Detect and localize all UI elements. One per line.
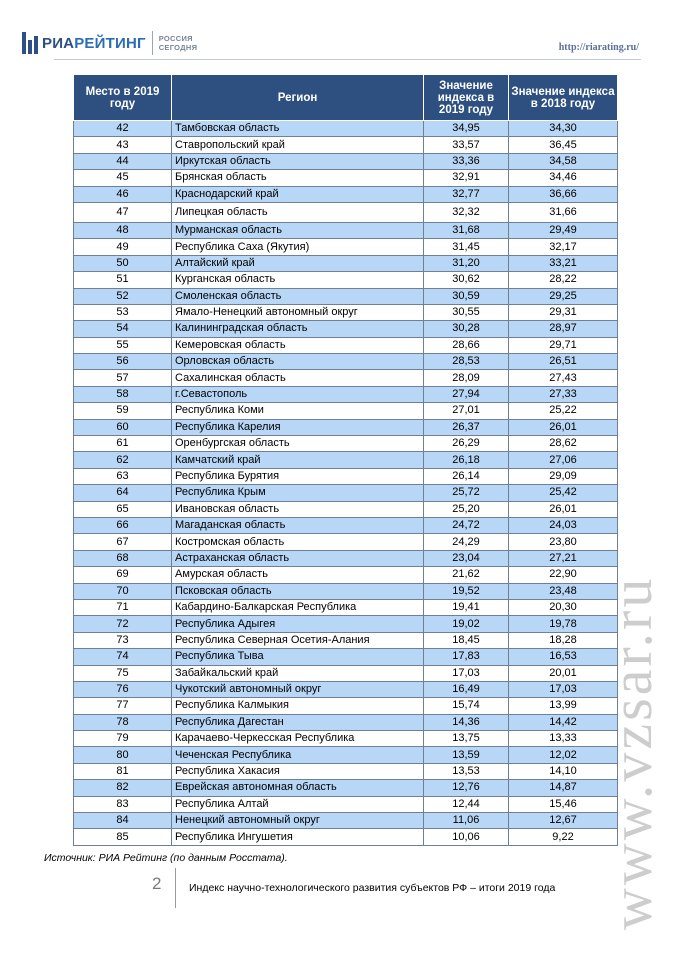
index-2018-cell: 14,10 (509, 763, 618, 779)
index-2019-cell: 26,29 (424, 436, 509, 452)
index-2019-cell: 27,01 (424, 403, 509, 419)
page-number: 2 (152, 874, 162, 893)
region-cell: Сахалинская область (172, 370, 424, 386)
index-2019-cell: 18,45 (424, 632, 509, 648)
rank-cell: 83 (74, 796, 172, 812)
rank-cell: 63 (74, 468, 172, 484)
region-cell: Липецкая область (172, 202, 424, 222)
rank-cell: 60 (74, 419, 172, 435)
table-row (74, 419, 618, 435)
rank-cell: 85 (74, 829, 172, 845)
ratings-table (73, 74, 618, 846)
rank-cell: 82 (74, 780, 172, 796)
index-2019-cell: 14,36 (424, 714, 509, 730)
region-cell: Республика Ингушетия (172, 829, 424, 845)
table-row (74, 698, 618, 714)
region-cell: Орловская область (172, 354, 424, 370)
index-2018-cell: 28,22 (509, 272, 618, 288)
rank-cell: 53 (74, 304, 172, 320)
table-row (74, 681, 618, 697)
table-row (74, 616, 618, 632)
region-cell: Чукотский автономный округ (172, 681, 424, 697)
table-row (74, 550, 618, 566)
index-2018-cell: 20,01 (509, 665, 618, 681)
rank-cell: 66 (74, 517, 172, 533)
region-cell: Мурманская область (172, 222, 424, 238)
index-2018-cell: 29,31 (509, 304, 618, 320)
watermark: www.vzsar.ru (599, 575, 664, 930)
index-2019-cell: 10,06 (424, 829, 509, 845)
table-row (74, 288, 618, 304)
index-2019-cell: 13,53 (424, 763, 509, 779)
index-2019-cell: 19,41 (424, 599, 509, 615)
table-row (74, 780, 618, 796)
index-2019-cell: 19,02 (424, 616, 509, 632)
region-cell: Республика Алтай (172, 796, 424, 812)
rank-cell: 77 (74, 698, 172, 714)
region-cell: Калининградская область (172, 321, 424, 337)
index-2019-cell: 19,52 (424, 583, 509, 599)
footer-title: Индекс научно-технологического развития субъектов РФ – итоги 2019 года (189, 882, 556, 894)
region-cell: Ямало-Ненецкий автономный округ (172, 304, 424, 320)
region-cell: Республика Северная Осетия-Алания (172, 632, 424, 648)
index-2019-cell: 24,72 (424, 517, 509, 533)
table-row (74, 813, 618, 829)
region-cell: Республика Карелия (172, 419, 424, 435)
table-row (74, 747, 618, 763)
table-row (74, 386, 618, 402)
index-2018-cell: 22,90 (509, 567, 618, 583)
rank-cell: 74 (74, 649, 172, 665)
table-row (74, 567, 618, 583)
column-header-rank: Место в 2019 году (74, 75, 172, 121)
region-cell: Республика Адыгея (172, 616, 424, 632)
rank-cell: 62 (74, 452, 172, 468)
rank-cell: 75 (74, 665, 172, 681)
index-2019-cell: 26,37 (424, 419, 509, 435)
rank-cell: 43 (74, 137, 172, 153)
table-row (74, 170, 618, 186)
region-cell: Краснодарский край (172, 186, 424, 202)
ria-rating-logo (22, 28, 197, 58)
index-2019-cell: 31,68 (424, 222, 509, 238)
table-row (74, 255, 618, 271)
rank-cell: 61 (74, 436, 172, 452)
index-2019-cell: 21,62 (424, 567, 509, 583)
index-2018-cell: 27,33 (509, 386, 618, 402)
column-header-index-2018: Значение индекса в 2018 году (509, 75, 618, 121)
rank-cell: 46 (74, 186, 172, 202)
table-row (74, 534, 618, 550)
index-2018-cell: 29,09 (509, 468, 618, 484)
rank-cell: 58 (74, 386, 172, 402)
index-2018-cell: 34,30 (509, 121, 618, 137)
region-cell: Забайкальский край (172, 665, 424, 681)
table-row (74, 731, 618, 747)
index-2018-cell: 34,58 (509, 153, 618, 169)
index-2018-cell: 28,62 (509, 436, 618, 452)
index-2018-cell: 29,25 (509, 288, 618, 304)
index-2018-cell: 28,97 (509, 321, 618, 337)
rank-cell: 45 (74, 170, 172, 186)
index-2018-cell: 36,66 (509, 186, 618, 202)
logo-wordmark (42, 35, 146, 52)
table-row (74, 337, 618, 353)
index-2018-cell: 27,06 (509, 452, 618, 468)
region-cell: Республика Бурятия (172, 468, 424, 484)
region-cell: Псковская область (172, 583, 424, 599)
rank-cell: 67 (74, 534, 172, 550)
logo-reiting: РЕЙТИНГ (74, 34, 146, 52)
rank-cell: 69 (74, 567, 172, 583)
table-row (74, 137, 618, 153)
index-2019-cell: 26,14 (424, 468, 509, 484)
table-row (74, 403, 618, 419)
logo-bars-icon (22, 32, 38, 54)
header-divider (54, 59, 641, 60)
region-cell: Республика Хакасия (172, 763, 424, 779)
index-2019-cell: 12,76 (424, 780, 509, 796)
index-2019-cell: 13,59 (424, 747, 509, 763)
region-cell: Смоленская область (172, 288, 424, 304)
table-row (74, 222, 618, 238)
table-body (74, 121, 618, 846)
index-2019-cell: 25,72 (424, 485, 509, 501)
logo-sub-line1: РОССИЯ (158, 34, 193, 43)
rank-cell: 72 (74, 616, 172, 632)
region-cell: Оренбургская область (172, 436, 424, 452)
region-cell: Камчатский край (172, 452, 424, 468)
table-row (74, 370, 618, 386)
region-cell: Республика Тыва (172, 649, 424, 665)
index-2018-cell: 32,17 (509, 239, 618, 255)
logo-subtitle (159, 34, 198, 52)
table-row (74, 202, 618, 222)
index-2019-cell: 27,94 (424, 386, 509, 402)
index-2018-cell: 12,02 (509, 747, 618, 763)
index-2018-cell: 12,67 (509, 813, 618, 829)
region-cell: Брянская область (172, 170, 424, 186)
index-2018-cell: 13,99 (509, 698, 618, 714)
region-cell: Тамбовская область (172, 121, 424, 137)
rank-cell: 71 (74, 599, 172, 615)
index-2019-cell: 17,03 (424, 665, 509, 681)
rank-cell: 81 (74, 763, 172, 779)
index-2018-cell: 15,46 (509, 796, 618, 812)
column-header-index-2019: Значение индекса в 2019 году (424, 75, 509, 121)
index-2019-cell: 28,66 (424, 337, 509, 353)
rank-cell: 44 (74, 153, 172, 169)
logo-separator (152, 31, 153, 55)
logo-sub-line2: СЕГОДНЯ (158, 43, 198, 52)
table-row (74, 485, 618, 501)
table-row (74, 186, 618, 202)
index-2018-cell: 27,43 (509, 370, 618, 386)
index-2019-cell: 32,77 (424, 186, 509, 202)
column-header-region: Регион (172, 75, 424, 121)
region-cell: Астраханская область (172, 550, 424, 566)
index-2018-cell: 14,42 (509, 714, 618, 730)
index-2019-cell: 25,20 (424, 501, 509, 517)
rank-cell: 47 (74, 202, 172, 222)
index-2019-cell: 33,57 (424, 137, 509, 153)
index-2018-cell: 27,21 (509, 550, 618, 566)
index-2019-cell: 17,83 (424, 649, 509, 665)
region-cell: Ненецкий автономный округ (172, 813, 424, 829)
index-2018-cell: 16,53 (509, 649, 618, 665)
index-2019-cell: 30,59 (424, 288, 509, 304)
index-2018-cell: 24,03 (509, 517, 618, 533)
rank-cell: 52 (74, 288, 172, 304)
rank-cell: 54 (74, 321, 172, 337)
rank-cell: 70 (74, 583, 172, 599)
index-2018-cell: 26,01 (509, 419, 618, 435)
index-2019-cell: 13,75 (424, 731, 509, 747)
index-2018-cell: 14,87 (509, 780, 618, 796)
region-cell: Магаданская область (172, 517, 424, 533)
index-2019-cell: 15,74 (424, 698, 509, 714)
region-cell: Амурская область (172, 567, 424, 583)
rank-cell: 57 (74, 370, 172, 386)
index-2019-cell: 16,49 (424, 681, 509, 697)
table-row (74, 501, 618, 517)
index-2019-cell: 31,45 (424, 239, 509, 255)
region-cell: Костромская область (172, 534, 424, 550)
table-row (74, 632, 618, 648)
index-2019-cell: 30,28 (424, 321, 509, 337)
index-2019-cell: 32,91 (424, 170, 509, 186)
table-row (74, 763, 618, 779)
region-cell: Республика Дагестан (172, 714, 424, 730)
table-row (74, 583, 618, 599)
rank-cell: 59 (74, 403, 172, 419)
region-cell: Республика Калмыкия (172, 698, 424, 714)
table-row (74, 321, 618, 337)
index-2018-cell: 17,03 (509, 681, 618, 697)
table-row (74, 665, 618, 681)
index-2019-cell: 34,95 (424, 121, 509, 137)
region-cell: Республика Саха (Якутия) (172, 239, 424, 255)
table-header-row (74, 75, 618, 121)
region-cell: Ставропольский край (172, 137, 424, 153)
index-2019-cell: 24,29 (424, 534, 509, 550)
index-2018-cell: 23,80 (509, 534, 618, 550)
rank-cell: 50 (74, 255, 172, 271)
table-row (74, 649, 618, 665)
index-2019-cell: 11,06 (424, 813, 509, 829)
index-2019-cell: 33,36 (424, 153, 509, 169)
rank-cell: 79 (74, 731, 172, 747)
index-2018-cell: 29,49 (509, 222, 618, 238)
index-2018-cell: 33,21 (509, 255, 618, 271)
region-cell: Чеченская Республика (172, 747, 424, 763)
index-2018-cell: 25,42 (509, 485, 618, 501)
region-cell: Алтайский край (172, 255, 424, 271)
table-row (74, 796, 618, 812)
region-cell: Республика Коми (172, 403, 424, 419)
rank-cell: 55 (74, 337, 172, 353)
index-2019-cell: 23,04 (424, 550, 509, 566)
table-row (74, 436, 618, 452)
table-row (74, 714, 618, 730)
table-row (74, 354, 618, 370)
region-cell: Кабардино-Балкарская Республика (172, 599, 424, 615)
rank-cell: 65 (74, 501, 172, 517)
logo-ria: РИА (42, 34, 75, 52)
table-row (74, 599, 618, 615)
index-2018-cell: 29,71 (509, 337, 618, 353)
rank-cell: 64 (74, 485, 172, 501)
footer-divider (175, 868, 176, 908)
region-cell: Еврейская автономная область (172, 780, 424, 796)
index-2019-cell: 28,53 (424, 354, 509, 370)
index-2019-cell: 32,32 (424, 202, 509, 222)
index-2018-cell: 18,28 (509, 632, 618, 648)
site-url-link[interactable]: http://riarating.ru/ (558, 42, 639, 53)
index-2018-cell: 26,01 (509, 501, 618, 517)
table-row (74, 304, 618, 320)
rank-cell: 76 (74, 681, 172, 697)
index-2018-cell: 25,22 (509, 403, 618, 419)
rank-cell: 68 (74, 550, 172, 566)
table-row (74, 517, 618, 533)
index-2018-cell: 19,78 (509, 616, 618, 632)
table-row (74, 468, 618, 484)
index-2018-cell: 13,33 (509, 731, 618, 747)
index-2019-cell: 31,20 (424, 255, 509, 271)
rank-cell: 84 (74, 813, 172, 829)
rank-cell: 78 (74, 714, 172, 730)
index-2018-cell: 9,22 (509, 829, 618, 845)
region-cell: Карачаево-Черкесская Республика (172, 731, 424, 747)
region-cell: Ивановская область (172, 501, 424, 517)
rank-cell: 80 (74, 747, 172, 763)
table-row (74, 829, 618, 845)
index-2019-cell: 30,55 (424, 304, 509, 320)
index-2018-cell: 34,46 (509, 170, 618, 186)
index-2018-cell: 26,51 (509, 354, 618, 370)
index-2018-cell: 20,30 (509, 599, 618, 615)
index-2019-cell: 30,62 (424, 272, 509, 288)
region-cell: Курганская область (172, 272, 424, 288)
table-row (74, 272, 618, 288)
region-cell: Иркутская область (172, 153, 424, 169)
index-2019-cell: 26,18 (424, 452, 509, 468)
rank-cell: 51 (74, 272, 172, 288)
region-cell: Республика Крым (172, 485, 424, 501)
region-cell: Кемеровская область (172, 337, 424, 353)
rank-cell: 49 (74, 239, 172, 255)
table-row (74, 452, 618, 468)
rank-cell: 48 (74, 222, 172, 238)
table-row (74, 239, 618, 255)
rank-cell: 42 (74, 121, 172, 137)
rank-cell: 73 (74, 632, 172, 648)
source-note: Источник: РИА Рейтинг (по данным Росстата). (44, 852, 288, 864)
index-2019-cell: 12,44 (424, 796, 509, 812)
rank-cell: 56 (74, 354, 172, 370)
index-2019-cell: 28,09 (424, 370, 509, 386)
region-cell: г.Севастополь (172, 386, 424, 402)
table-row (74, 121, 618, 137)
index-2018-cell: 31,66 (509, 202, 618, 222)
index-2018-cell: 23,48 (509, 583, 618, 599)
table-row (74, 153, 618, 169)
index-2018-cell: 36,45 (509, 137, 618, 153)
